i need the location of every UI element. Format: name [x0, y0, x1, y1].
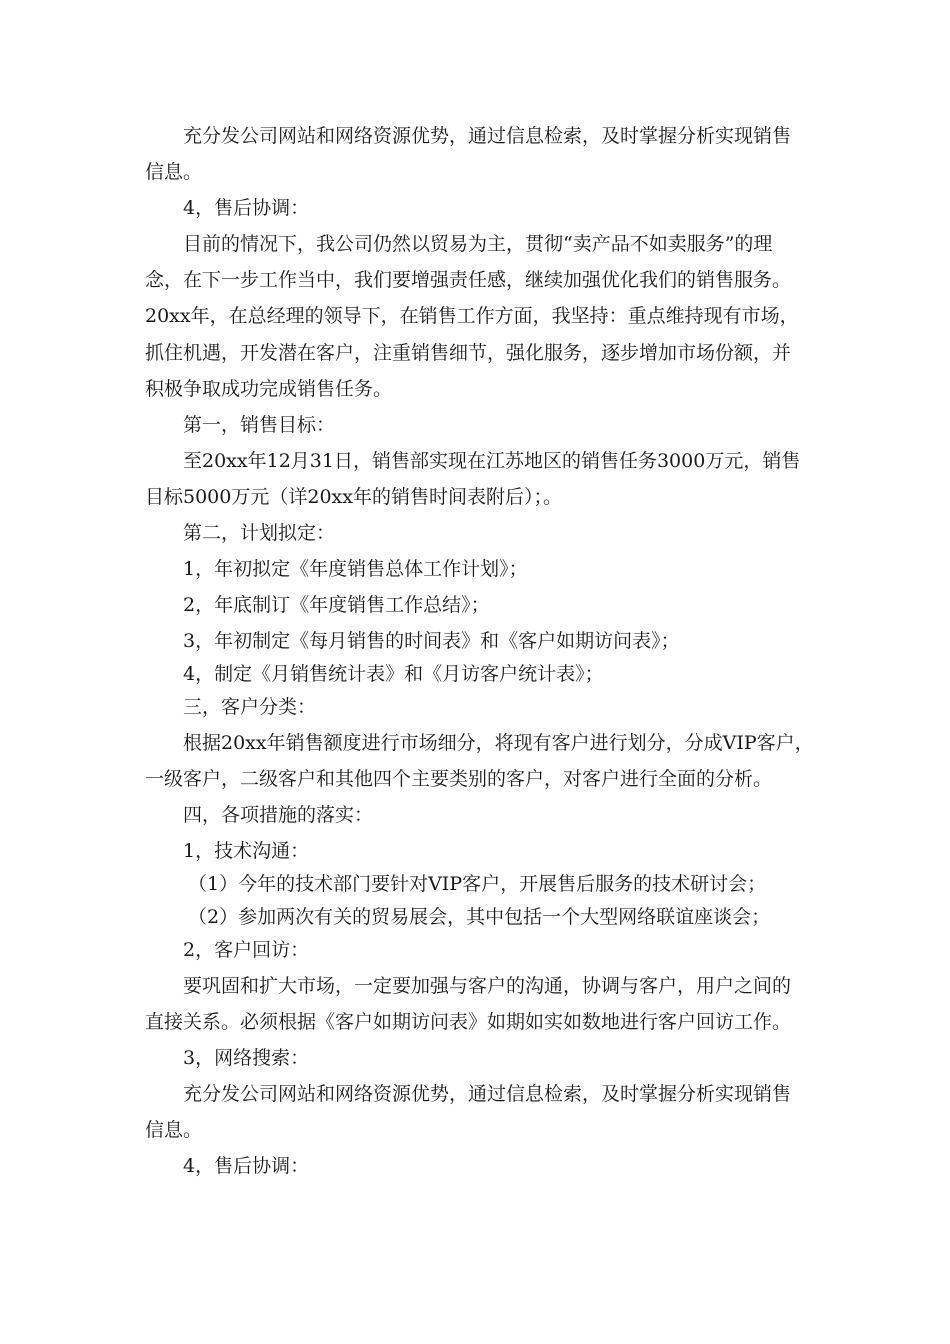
paragraph-line: 充分发公司网站和网络资源优势，通过信息检索，及时掌握分析实现销售 — [183, 1083, 792, 1105]
list-item: 3，网络搜索： — [183, 1047, 310, 1069]
list-item: 3，年初制定《每月销售的时间表》和《客户如期访问表》； — [183, 630, 680, 652]
paragraph-line: 信息。 — [145, 161, 203, 183]
paragraph-line: 20xx年，在总经理的领导下，在销售工作方面，我坚持：重点维持现有市场， — [145, 305, 799, 327]
paragraph-line: 要巩固和扩大市场，一定要加强与客户的沟通，协调与客户，用户之间的 — [183, 975, 792, 997]
list-item: （2）参加两次有关的贸易展会，其中包括一个大型网络联谊座谈会； — [188, 906, 771, 928]
paragraph-line: 目前的情况下，我公司仍然以贸易为主，贯彻“卖产品不如卖服务”的理 — [183, 233, 773, 255]
paragraph-line: 一级客户，二级客户和其他四个主要类别的客户，对客户进行全面的分析。 — [145, 768, 773, 790]
list-item: （1）今年的技术部门要针对VIP客户，开展售后服务的技术研讨会； — [188, 873, 767, 895]
list-item: 1，技术沟通： — [183, 840, 310, 862]
paragraph-line: 直接关系。必须根据《客户如期访问表》如期如实如数地进行客户回访工作。 — [145, 1011, 792, 1033]
section-heading: 4，售后协调： — [183, 197, 310, 219]
paragraph-line: 积极争取成功完成销售任务。 — [145, 378, 393, 400]
paragraph-line: 至20xx年12月31日，销售部实现在江苏地区的销售任务3000万元，销售 — [183, 450, 801, 472]
list-item: 4，制定《月销售统计表》和《月访客户统计表》； — [183, 663, 604, 685]
section-heading: 第一，销售目标： — [183, 414, 336, 436]
section-heading: 四，各项措施的落实： — [183, 804, 374, 826]
paragraph-line: 充分发公司网站和网络资源优势，通过信息检索，及时掌握分析实现销售 — [183, 125, 792, 147]
list-item: 1，年初拟定《年度销售总体工作计划》； — [183, 558, 528, 580]
paragraph-line: 目标5000万元（详20xx年的销售时间表附后）；。 — [145, 486, 562, 508]
paragraph-line: 抓住机遇，开发潜在客户，注重销售细节，强化服务，逐步增加市场份额，并 — [145, 342, 792, 364]
section-heading: 第二，计划拟定： — [183, 522, 336, 544]
paragraph-line: 根据20xx年销售额度进行市场细分，将现有客户进行划分，分成VIP客户， — [183, 732, 814, 754]
list-item: 4，售后协调： — [183, 1155, 310, 1177]
list-item: 2，客户回访： — [183, 939, 310, 961]
list-item: 2，年底制订《年度销售工作总结》； — [183, 594, 490, 616]
paragraph-line: 信息。 — [145, 1119, 203, 1141]
paragraph-line: 念，在下一步工作当中，我们要增强责任感，继续加强优化我们的销售服务。 — [145, 269, 792, 291]
section-heading: 三，客户分类： — [183, 696, 317, 718]
